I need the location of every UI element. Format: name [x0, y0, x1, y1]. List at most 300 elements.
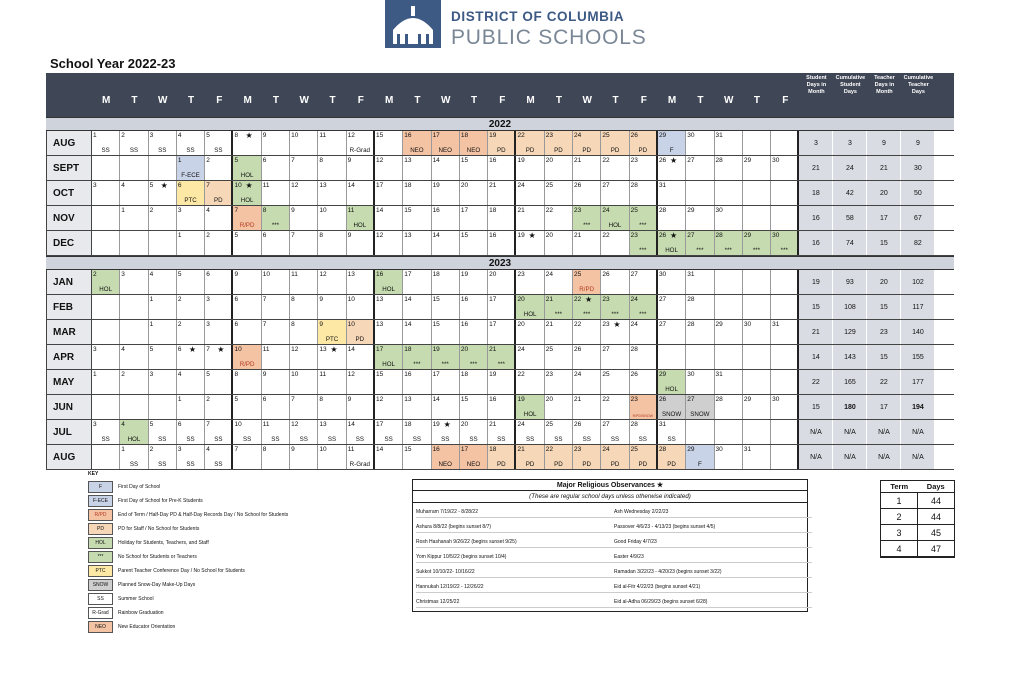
key-swatch: F-ECE: [88, 495, 113, 507]
day-number: 1: [149, 321, 154, 328]
day-cell: [403, 345, 431, 369]
day-cell: [658, 270, 686, 294]
day-number: 15: [375, 371, 384, 378]
day-number: 28: [687, 296, 695, 303]
day-number: 17: [489, 321, 497, 328]
day-cell: [516, 156, 544, 180]
term-row: [881, 493, 954, 509]
day-cell: [715, 445, 743, 469]
day-number: 8: [262, 207, 267, 214]
day-cell: [403, 181, 431, 205]
term-cell: 2: [881, 509, 918, 524]
day-cell: [545, 131, 573, 155]
day-number: 26: [658, 396, 667, 403]
weekday-label: T: [272, 95, 279, 106]
day-code: PTC: [325, 336, 339, 343]
key-label: First Day of School for Pre-K Students: [118, 497, 203, 504]
key-row: [88, 495, 348, 507]
weekday-label: T: [414, 95, 421, 106]
key-row: [88, 593, 348, 605]
day-number: 31: [658, 421, 667, 428]
day-code: R/PD/SNOW: [632, 414, 653, 418]
logo-line-2: PUBLIC SCHOOLS: [451, 26, 647, 49]
weekday-label: T: [753, 95, 761, 106]
day-code: SS: [243, 436, 252, 443]
day-number: 4: [206, 446, 210, 453]
day-number: 23: [574, 207, 582, 214]
day-code: SS: [271, 436, 280, 443]
month-label: FEB: [46, 295, 92, 319]
star-icon: ★: [245, 181, 253, 190]
weekday-label: W: [723, 95, 734, 106]
day-cell: [545, 395, 573, 419]
day-number: 14: [375, 207, 384, 214]
day-number: 29: [658, 132, 667, 139]
day-cell: [432, 420, 460, 444]
day-cell: [233, 320, 261, 344]
day-number: 1: [121, 446, 125, 453]
day-number: 7: [291, 157, 295, 164]
day-number: 9: [234, 271, 239, 278]
day-number: 5: [206, 132, 210, 139]
day-number: 7: [262, 296, 267, 303]
day-number: 8: [234, 132, 239, 139]
day-cell: [149, 156, 177, 180]
month-label: JAN: [46, 270, 92, 294]
day-cell: [318, 181, 346, 205]
day-cell: [177, 295, 205, 319]
day-code: PD: [610, 461, 620, 468]
day-number: 18: [404, 346, 412, 353]
day-cell: [545, 206, 573, 230]
day-code: PD: [638, 147, 648, 154]
weekday-label: T: [187, 95, 195, 106]
day-cell: [290, 370, 318, 394]
key-swatch: R/PD: [88, 509, 113, 521]
star-icon: ★: [613, 320, 621, 329]
day-code: ***: [554, 311, 563, 318]
day-number: 17: [375, 182, 384, 189]
day-number: 20: [460, 346, 469, 353]
day-cell: [318, 206, 346, 230]
day-cell: [658, 320, 686, 344]
day-cell: [290, 131, 318, 155]
day-cell: [233, 445, 261, 469]
summary-cell: 9: [867, 131, 901, 155]
day-code: SS: [158, 461, 167, 468]
day-cell: [403, 131, 431, 155]
day-number: 8: [291, 321, 295, 328]
day-cell: [686, 420, 714, 444]
day-number: 12: [291, 346, 299, 353]
day-number: 21: [574, 396, 582, 403]
observance-item: Eid al-Fitr 4/22/23 (begins sunset 4/21): [614, 582, 812, 593]
day-number: 14: [347, 421, 355, 428]
day-number: 27: [602, 346, 610, 353]
weekday-label: F: [782, 95, 789, 106]
day-number: 30: [772, 232, 780, 239]
summary-cell: 165: [833, 370, 867, 394]
day-number: 7: [291, 396, 295, 403]
day-cell: [149, 345, 177, 369]
key-label: End of Term / Half-Day PD & Half-Day Records Day / No School for Students: [118, 511, 289, 518]
day-cell: [403, 206, 431, 230]
summary-cell: 17: [867, 395, 901, 419]
day-number: 21: [489, 421, 497, 428]
day-cell: [205, 370, 233, 394]
day-cell: [658, 295, 686, 319]
day-code: HOL: [665, 247, 678, 254]
summary-cell: 18: [799, 181, 833, 205]
day-cell: [686, 395, 714, 419]
day-cell: [149, 131, 177, 155]
day-cell: [658, 206, 686, 230]
day-code: PD: [355, 336, 365, 343]
star-icon: ★: [443, 420, 451, 429]
day-cell: [743, 420, 771, 444]
day-cell: [120, 131, 148, 155]
day-code: HOL: [240, 172, 254, 179]
day-cell: [545, 181, 573, 205]
day-number: 16: [489, 396, 497, 403]
day-cell: [233, 395, 261, 419]
day-number: 10: [291, 371, 299, 378]
day-number: 5: [149, 182, 154, 189]
term-header: Term: [890, 482, 909, 491]
day-number: 9: [347, 396, 352, 403]
day-cell: [715, 156, 743, 180]
day-code: NEO: [438, 147, 452, 154]
day-cell: [488, 206, 516, 230]
day-number: 30: [658, 271, 667, 278]
day-number: 6: [177, 421, 182, 428]
day-cell: [432, 156, 460, 180]
key-row: [88, 607, 348, 619]
day-cell: [715, 420, 743, 444]
day-number: 21: [574, 157, 582, 164]
day-cell: [715, 295, 743, 319]
month-row: [46, 320, 954, 345]
day-number: 4: [177, 132, 182, 139]
day-cell: [516, 206, 544, 230]
day-code: ***: [639, 311, 647, 318]
day-number: 26: [630, 371, 638, 378]
day-cell: [177, 270, 205, 294]
day-number: 14: [375, 446, 384, 453]
day-cell: [573, 131, 601, 155]
day-number: 25: [545, 346, 553, 353]
day-cell: [177, 345, 205, 369]
star-icon: ★: [245, 131, 253, 140]
day-cell: [177, 395, 205, 419]
day-cell: [715, 345, 743, 369]
day-cell: [92, 206, 120, 230]
star-icon: ★: [188, 345, 197, 354]
day-code: SS: [355, 436, 364, 443]
day-number: 23: [602, 321, 610, 328]
day-cell: [686, 445, 714, 469]
day-cell: [120, 345, 148, 369]
day-cell: [686, 156, 714, 180]
term-header: Days: [926, 482, 945, 491]
day-number: 13: [404, 232, 412, 239]
day-code: HOL: [382, 361, 395, 368]
day-number: 12: [347, 371, 355, 378]
day-cell: [177, 370, 205, 394]
day-cell: [233, 370, 261, 394]
day-code: ***: [639, 247, 647, 254]
day-number: 30: [687, 132, 695, 139]
day-code: NEO: [466, 461, 481, 468]
day-cell: [460, 395, 488, 419]
key-label: New Educator Orientation: [118, 623, 176, 630]
day-code: SS: [497, 436, 506, 443]
day-cell: [149, 206, 177, 230]
day-number: 13: [375, 296, 384, 303]
day-number: 9: [319, 296, 323, 303]
day-number: 12: [347, 132, 355, 139]
day-cell: [375, 156, 403, 180]
day-number: 9: [291, 207, 295, 214]
summary-cell: 15: [799, 295, 833, 319]
day-cell: [233, 420, 261, 444]
day-number: 10: [347, 321, 355, 328]
day-cell: [233, 181, 261, 205]
day-number: 23: [574, 446, 582, 453]
day-cell: [375, 181, 403, 205]
day-number: 15: [460, 232, 469, 239]
summary-cell: 15: [867, 295, 901, 319]
day-cell: [375, 270, 403, 294]
day-code: PD: [554, 147, 563, 154]
day-number: 7: [234, 207, 239, 214]
day-code: ***: [639, 222, 647, 229]
day-cell: [120, 295, 148, 319]
year-bar: 2023: [46, 256, 954, 270]
month-label: OCT: [46, 181, 92, 205]
summary-cell: 23: [867, 320, 901, 344]
day-code: SS: [667, 436, 676, 443]
day-number: 19: [517, 157, 525, 164]
day-number: 30: [743, 321, 752, 328]
summary-cell: N/A: [833, 445, 867, 469]
day-cell: [149, 181, 177, 205]
summary-cell: 129: [833, 320, 867, 344]
day-number: 5: [234, 232, 239, 239]
day-code: SS: [214, 461, 223, 468]
day-number: 8: [319, 232, 323, 239]
day-cell: [601, 345, 629, 369]
day-number: 27: [687, 396, 695, 403]
day-cell: [432, 231, 460, 255]
day-number: 20: [489, 271, 497, 278]
month-label: APR: [46, 345, 92, 369]
day-cell: [149, 231, 177, 255]
month-row: [46, 156, 954, 181]
day-number: 24: [630, 296, 638, 303]
key-title: KEY: [88, 471, 99, 477]
day-code: ***: [583, 222, 591, 229]
day-code: R-Grad: [349, 461, 370, 468]
day-cell: [177, 231, 205, 255]
key-label: Summer School: [118, 595, 154, 602]
day-cell: [771, 345, 799, 369]
day-number: 31: [772, 321, 780, 328]
day-cell: [686, 206, 714, 230]
month-row: [46, 395, 954, 420]
day-code: SS: [441, 436, 450, 443]
day-number: 19: [432, 421, 440, 428]
month-row: [46, 295, 954, 320]
day-number: 16: [460, 296, 469, 303]
day-number: 7: [291, 232, 295, 239]
day-cell: [233, 231, 261, 255]
day-cell: [318, 270, 346, 294]
day-number: 22: [517, 371, 525, 378]
day-number: 30: [772, 157, 780, 164]
day-code: HOL: [382, 286, 395, 293]
day-cell: [743, 131, 771, 155]
day-code: PD: [525, 461, 535, 468]
day-cell: [149, 295, 177, 319]
day-number: 29: [743, 396, 752, 403]
month-row: [46, 370, 954, 395]
day-code: ***: [271, 222, 280, 229]
day-cell: [177, 206, 205, 230]
day-number: 28: [715, 396, 723, 403]
day-number: 10: [291, 132, 299, 139]
day-number: 15: [375, 132, 384, 139]
day-number: 9: [262, 371, 267, 378]
day-cell: [601, 320, 629, 344]
day-code: PD: [667, 461, 676, 468]
observance-item: Rosh Hashanah 9/26/22 (begins sunset 9/25): [416, 537, 614, 548]
star-icon: ★: [585, 295, 593, 304]
day-number: 10: [319, 207, 327, 214]
day-cell: [488, 320, 516, 344]
day-cell: [262, 206, 290, 230]
day-code: PD: [582, 461, 591, 468]
summary-header: Student Days in Month: [806, 75, 827, 95]
day-cell: [92, 156, 120, 180]
day-cell: [743, 445, 771, 469]
day-number: 16: [432, 207, 440, 214]
day-cell: [771, 270, 799, 294]
month-label: JUL: [46, 420, 92, 444]
day-cell: [120, 181, 148, 205]
day-number: 16: [489, 157, 497, 164]
day-code: SS: [101, 436, 110, 443]
day-cell: [403, 270, 431, 294]
day-number: 7: [206, 421, 210, 428]
term-cell: 44: [930, 496, 941, 506]
day-number: 11: [262, 182, 270, 189]
term-cell: 1: [881, 493, 918, 508]
day-cell: [715, 206, 743, 230]
day-cell: [771, 445, 799, 469]
logo-line-1: DISTRICT OF COLUMBIA: [451, 9, 625, 24]
day-number: 16: [460, 321, 469, 328]
day-number: 28: [658, 446, 667, 453]
day-cell: [658, 345, 686, 369]
day-code: HOL: [523, 411, 537, 418]
day-number: 25: [545, 182, 553, 189]
key-row: [88, 551, 348, 563]
day-cell: [573, 420, 601, 444]
day-cell: [686, 181, 714, 205]
summary-cell: 15: [867, 231, 901, 255]
day-cell: [318, 131, 346, 155]
day-cell: [347, 395, 375, 419]
day-code: R-Grad: [349, 147, 370, 154]
day-number: 18: [460, 371, 469, 378]
day-number: 9: [319, 321, 323, 328]
day-cell: [658, 370, 686, 394]
day-cell: [347, 345, 375, 369]
day-cell: [601, 131, 629, 155]
day-number: 31: [743, 446, 752, 453]
weekday-label: T: [612, 95, 619, 106]
day-cell: [630, 131, 658, 155]
term-cell: 4: [881, 541, 918, 556]
day-number: 12: [375, 157, 384, 164]
day-cell: [318, 320, 346, 344]
day-number: 17: [460, 446, 469, 453]
day-cell: [545, 345, 573, 369]
day-cell: [743, 231, 771, 255]
day-number: 11: [262, 346, 270, 353]
day-cell: [630, 445, 658, 469]
day-number: 3: [149, 132, 154, 139]
page-title: School Year 2022-23: [50, 56, 176, 71]
day-number: 12: [375, 396, 384, 403]
day-cell: [347, 181, 375, 205]
day-code: SS: [384, 436, 393, 443]
day-code: SS: [610, 436, 620, 443]
day-cell: [573, 345, 601, 369]
day-cell: [318, 445, 346, 469]
day-number: 18: [432, 271, 440, 278]
day-cell: [120, 445, 148, 469]
day-code: SNOW: [661, 411, 682, 418]
day-cell: [743, 181, 771, 205]
day-cell: [318, 420, 346, 444]
summary-header: Cumulative Teacher Days: [903, 75, 934, 95]
day-cell: [771, 156, 799, 180]
day-number: 13: [375, 321, 384, 328]
summary-cell: N/A: [833, 420, 867, 444]
day-cell: [460, 295, 488, 319]
day-code: HOL: [608, 222, 622, 229]
term-days-table: [880, 480, 955, 558]
day-cell: [715, 395, 743, 419]
day-code: SS: [186, 147, 195, 154]
summary-cell: 17: [867, 206, 901, 230]
day-number: 10: [347, 296, 355, 303]
day-number: 17: [375, 421, 384, 428]
day-number: 6: [262, 396, 267, 403]
day-cell: [432, 320, 460, 344]
day-number: 31: [715, 132, 723, 139]
day-number: 16: [489, 232, 497, 239]
day-cell: [347, 445, 375, 469]
day-number: 1: [177, 396, 182, 403]
day-number: 10: [234, 182, 242, 189]
day-cell: [743, 345, 771, 369]
day-number: 22: [517, 132, 525, 139]
day-code: SS: [299, 436, 308, 443]
day-cell: [432, 181, 460, 205]
